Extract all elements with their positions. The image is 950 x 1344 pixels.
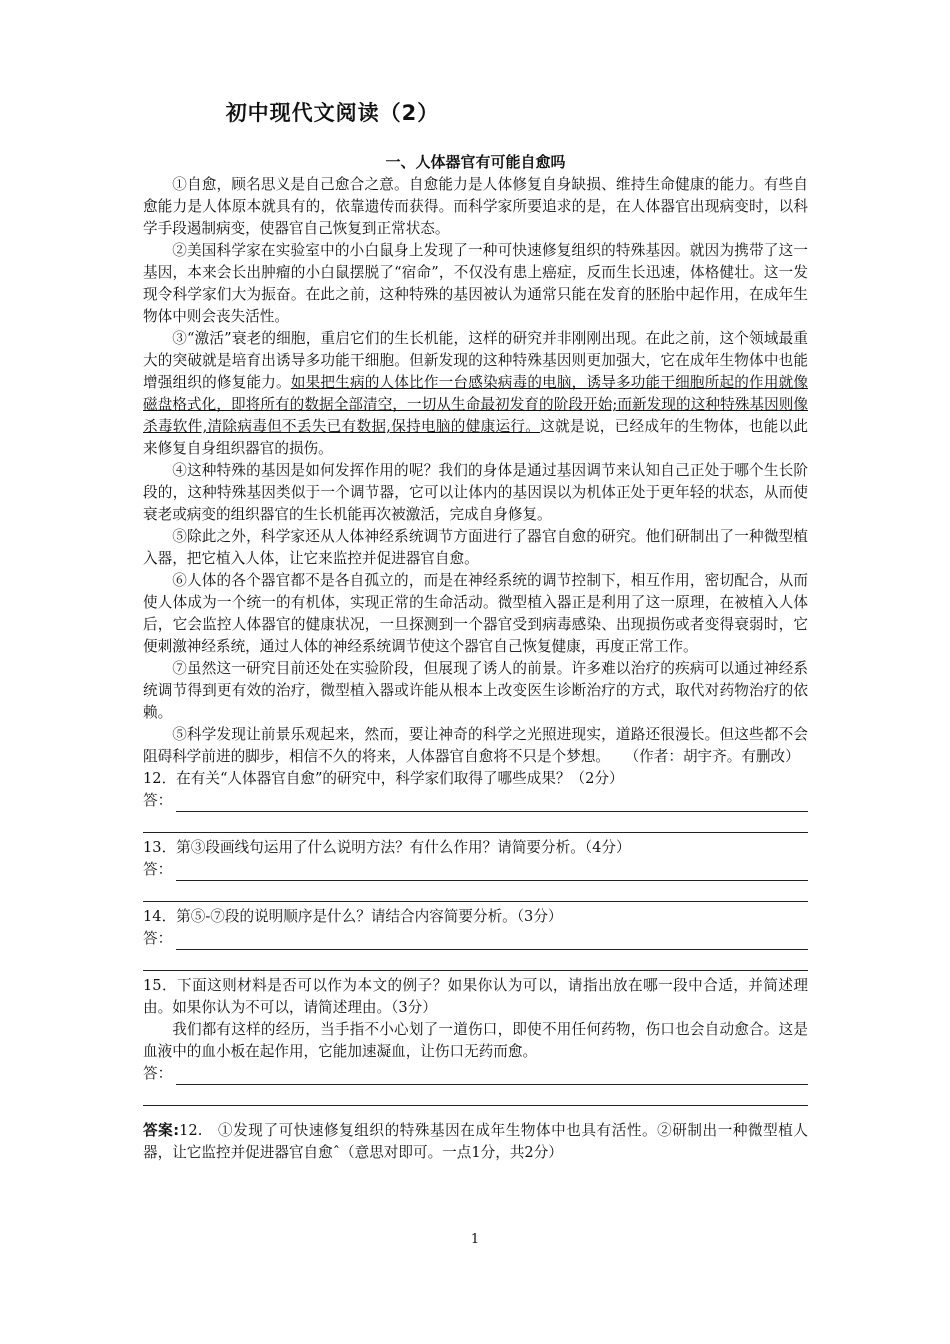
paragraph-6: ⑥人体的各个器官都不是各自孤立的，而是在神经系统的调节控制下，相互作用，密切配合，从而使人体成为一个统一的有机体，实现正常的生命活动。微型植入器正是利用了这一原理，在被植入人体后，它会监控人体器官的健康状况，一旦探测到一个器官受到病毒感染、出现损伤或者变得衰弱时，它便刺激神经系统，通过人体的神经系统调节使这个器官自己恢复健康，再度正常工作。 (143, 572, 808, 655)
paragraph-3 (143, 328, 808, 460)
answer-line-12b[interactable] (143, 812, 808, 833)
paragraph-8: ⑤科学发现让前景乐观起来，然而，要让神奇的科学之光照进现实，道路还很漫长。但这些都不会阻碍科学前进的脚步，相信不久的将来，人体器官自愈将不只是个梦想。 （作者：胡宇齐。有删改） (143, 726, 808, 765)
question-14: 14．第⑤-⑦段的说明顺序是什么？请结合内容简要分析。（3分） (143, 908, 563, 925)
answer-key (143, 1120, 808, 1164)
answer-line-15b[interactable] (143, 1085, 808, 1106)
answer-line-12[interactable] (143, 790, 808, 812)
answer-line-13b[interactable] (143, 881, 808, 902)
question-15-material: 我们都有这样的经历，当手指不小心划了一道伤口，即使不用任何药物，伤口也会自动愈合。这是血液中的血小板在起作用，它能加速凝血，让伤口无药而愈。 (143, 1021, 808, 1060)
underlined-sentence: 如果把生病的人体比作一台感染病毒的电脑，诱导多功能干细胞所起的作用就像磁盘格式化，即将所有的数据全部清空，一切从生命最初发育的阶段开始;而新发现的这种特殊基因则像杀毒软件,清除病毒但不丢失已有数据,保持电脑的健康运行。 (143, 374, 808, 435)
question-12: 12．在有关“人体器官自愈”的研究中，科学家们取得了哪些成果？（2分） (143, 770, 624, 787)
answer-line-14b[interactable] (143, 950, 808, 971)
question-15: 15．下面这则材料是否可以作为本文的例子？如果你认为可以，请指出放在哪一段中合适，并简述理由。如果你认为不可以，请简述理由。（3分） (143, 977, 808, 1016)
page-title: 初中现代文阅读（2） (225, 101, 440, 125)
answer-label: 答： (143, 930, 173, 947)
answer-line-15[interactable] (143, 1063, 808, 1085)
question-13: 13．第③段画线句运用了什么说明方法？有什么作用？请简要分析。（4分） (143, 839, 631, 856)
answer-key-text: 12. ①发现了可快速修复组织的特殊基因在成年生物体中也具有活性。②研制出一种微型植人器，让它监控并促进器官自愈ˆ（意思对即可。一点1分，共2分） (143, 1122, 808, 1161)
answer-key-label: 答案: (143, 1122, 180, 1139)
paragraph-5: ⑤除此之外，科学家还从人体神经系统调节方面进行了器官自愈的研究。他们研制出了一种微型植入器，把它植入人体，让它来监控并促进器官自愈。 (143, 528, 808, 567)
paragraph-4: ④这种特殊的基因是如何发挥作用的呢？我们的身体是通过基因调节来认知自己正处于哪个生长阶段的，这种特殊基因类似于一个调节器，它可以让体内的基因误以为机体正处于更年轻的状态，从而使衰老或病变的组织器官的生长机能再次被激活，完成自身修复。 (143, 462, 808, 523)
section-title: 一、人体器官有可能自愈吗 (385, 153, 566, 171)
paragraph-3-lead: ③“激活”衰老的细胞，重启它们的生长机能，这样的研究并非刚刚出现。在此之前，这个领域最重大的突破就是培育出诱导多功能干细胞。但新发现的这种特殊基因则更加强大，它在成年生物体中也能增强组织的修复能力。 (143, 330, 808, 391)
paragraph-1: ①自愈，顾名思义是自己愈合之意。自愈能力是人体修复自身缺损、维持生命健康的能力。有些自愈能力是人体原本就具有的，依靠遗传而获得。而科学家所要追求的是，在人体器官出现病变时，以科学手段遏制病变，使器官自己恢复到正常状态。 (143, 176, 808, 237)
article-body (143, 174, 808, 1164)
answer-label: 答： (143, 861, 173, 878)
page-number: 1 (470, 1232, 480, 1247)
answer-label: 答： (143, 1065, 173, 1082)
answer-line-14[interactable] (143, 928, 808, 950)
answer-label: 答： (143, 792, 173, 809)
answer-line-13[interactable] (143, 859, 808, 881)
paragraph-3-tail: 这就是说，已经成年的生物体，也能以此来修复自身组织器官的损伤。 (143, 418, 808, 457)
paragraph-2: ②美国科学家在实验室中的小白鼠身上发现了一种可快速修复组织的特殊基因。就因为携带了这一基因，本来会长出肿瘤的小白鼠摆脱了“宿命”，不仅没有患上癌症，反而生长迅速，体格健壮。这一发现令科学家们大为振奋。在此之前，这种特殊的基因被认为通常只能在发育的胚胎中起作用，在成年生物体中则会丧失活性。 (143, 242, 808, 325)
paragraph-7: ⑦虽然这一研究目前还处在实验阶段，但展现了诱人的前景。许多难以治疗的疾病可以通过神经系统调节得到更有效的治疗，微型植入器或许能从根本上改变医生诊断治疗的方式，取代对药物治疗的依赖。 (143, 660, 808, 721)
